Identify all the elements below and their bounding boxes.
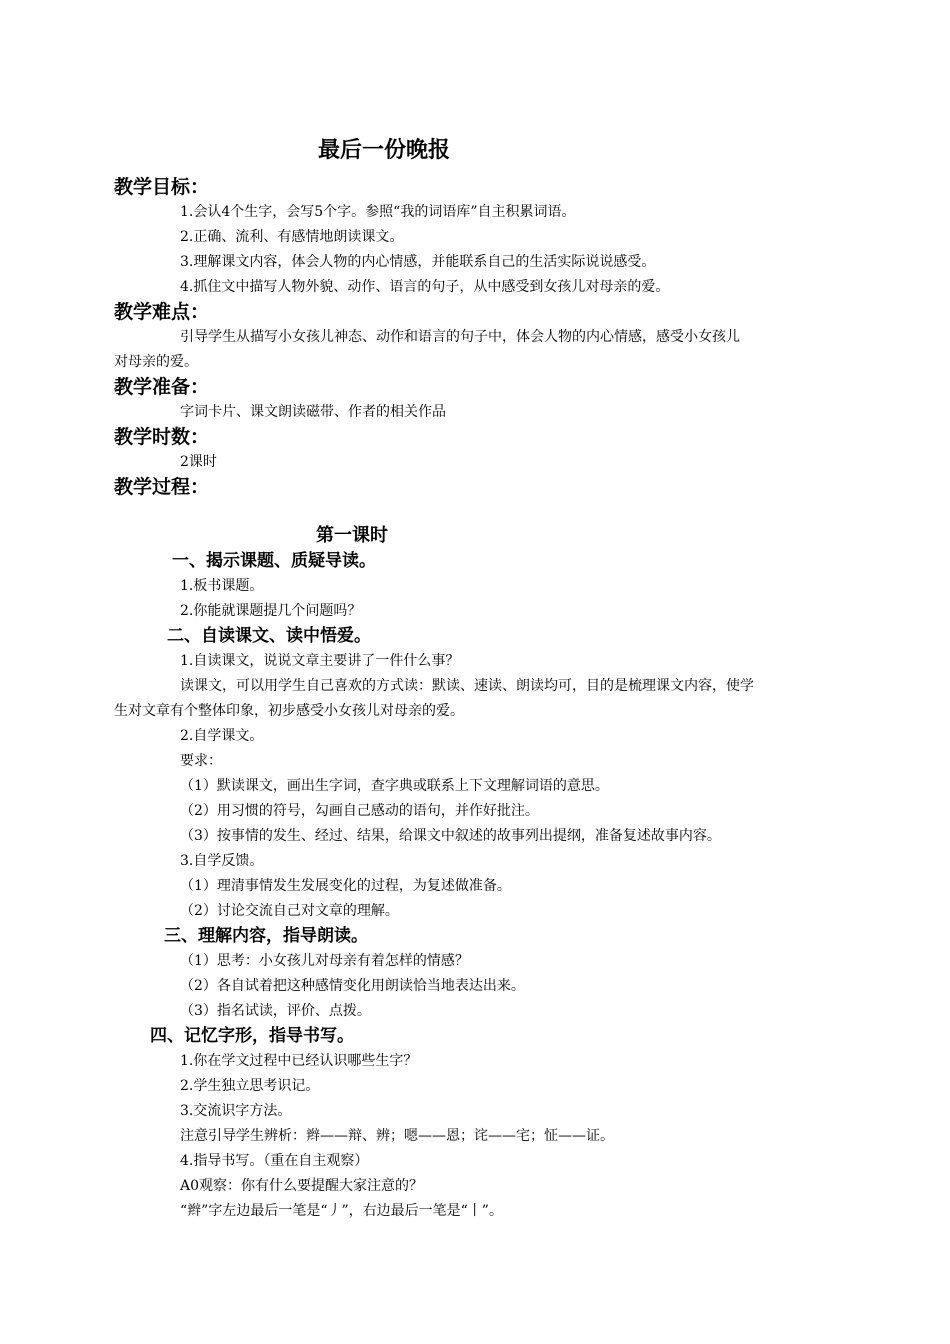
- section-line: A0观察：你有什么要提醒大家注意的？: [180, 1178, 424, 1194]
- document-title: 最后一份晚报: [318, 137, 451, 163]
- difficulty-text: 引导学生从描写小女孩儿神态、动作和语言的句子中，体会人物的内心情感，感受小女孩儿: [180, 329, 740, 345]
- section-line: （1）思考：小女孩儿对母亲有着怎样的情感？: [180, 953, 469, 969]
- section-line: 1.自读课文，说说文章主要讲了一件什么事？: [180, 653, 460, 669]
- section-line: 生对文章有个整体印象，初步感受小女孩儿对母亲的爱。: [114, 703, 464, 719]
- section-line: （1）默读课文，画出生字词，查字典或联系上下文理解词语的意思。: [180, 778, 609, 794]
- process-heading: 教学过程：: [114, 476, 210, 498]
- section-title: 一、揭示课题、质疑导读。: [172, 551, 376, 571]
- goal-item: 2.正确、流利、有感情地朗读课文。: [180, 229, 404, 245]
- section-line: “辫”字左边最后一笔是“丿”，右边最后一笔是“丨”。: [180, 1203, 503, 1219]
- section-line: 注意引导学生辨析：辫——辩、辨；嗯——恩；诧——宅；怔——证。: [180, 1128, 614, 1144]
- goal-item: 1.会认4个生字，会写5个字。参照“我的词语库”自主积累词语。: [180, 204, 576, 220]
- hours-text: 2课时: [180, 454, 217, 470]
- section-line: 读课文，可以用学生自己喜欢的方式读：默读、速读、朗读均可，目的是梳理课文内容，使学: [180, 678, 754, 694]
- section-line: 1.板书课题。: [180, 578, 264, 594]
- hours-heading: 教学时数：: [114, 426, 210, 448]
- section-line: （3）指名试读，评价、点拨。: [180, 1003, 371, 1019]
- goals-heading: 教学目标：: [114, 176, 210, 198]
- section-line: （2）各自试着把这种感情变化用朗读恰当地表达出来。: [180, 978, 525, 994]
- section-title: 四、记忆字形，指导书写。: [150, 1026, 354, 1046]
- lesson-heading: 第一课时: [316, 525, 388, 546]
- section-line: （1）理清事情发生发展变化的过程，为复述做准备。: [180, 878, 511, 894]
- section-line: 2.你能就课题提几个问题吗？: [180, 603, 362, 619]
- section-line: 3.交流识字方法。: [180, 1103, 292, 1119]
- section-title: 三、理解内容，指导朗读。: [164, 926, 368, 946]
- section-line: （3）按事情的发生、经过、结果，给课文中叙述的故事列出提纲，准备复述故事内容。: [180, 828, 721, 844]
- section-line: 3.自学反馈。: [180, 853, 264, 869]
- section-line: 4.指导书写。（重在自主观察）: [180, 1153, 369, 1169]
- section-line: 2.自学课文。: [180, 728, 264, 744]
- section-title: 二、自读课文、读中悟爱。: [167, 626, 371, 646]
- section-line: （2）用习惯的符号，勾画自己感动的语句，并作好批注。: [180, 803, 539, 819]
- section-line: （2）讨论交流自己对文章的理解。: [180, 903, 399, 919]
- goal-item: 3.理解课文内容，体会人物的内心情感，并能联系自己的生活实际说说感受。: [180, 254, 656, 270]
- section-line: 要求：: [180, 753, 222, 769]
- section-line: 2.学生独立思考识记。: [180, 1078, 320, 1094]
- difficulty-text: 对母亲的爱。: [114, 354, 198, 370]
- goal-item: 4.抓住文中描写人物外貌、动作、语言的句子，从中感受到女孩儿对母亲的爱。: [180, 279, 670, 295]
- difficulty-heading: 教学难点：: [114, 301, 210, 323]
- prep-text: 字词卡片、课文朗读磁带、作者的相关作品: [180, 404, 446, 420]
- section-line: 1.你在学文过程中已经认识哪些生字？: [180, 1053, 418, 1069]
- prep-heading: 教学准备：: [114, 376, 210, 398]
